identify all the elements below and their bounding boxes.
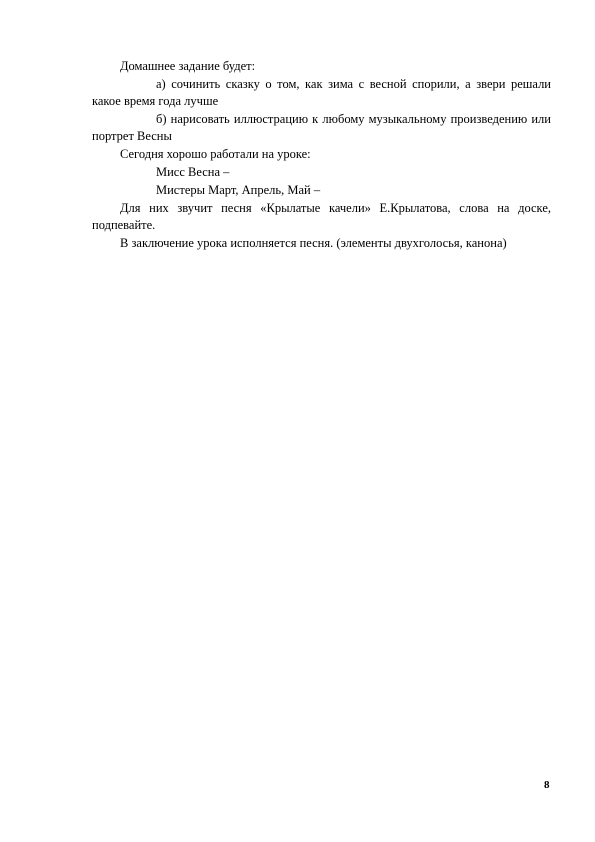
misters-line: Мистеры Март, Апрель, Май – [156, 183, 321, 197]
conclusion-paragraph: В заключение урока исполняется песня. (элементы двухголосья, канона) [120, 236, 507, 250]
miss-spring-line: Мисс Весна – [156, 165, 230, 179]
today-worked-text: Сегодня хорошо работали на уроке: [120, 147, 311, 161]
homework-item-a: а) сочинить сказку о том, как зима с весной спорили, а звери решали какое время года лучше [92, 77, 551, 108]
homework-item-b: б) нарисовать иллюстрацию к любому музыкальному произведению или портрет Весны [92, 112, 551, 143]
page-number: 8 [544, 779, 550, 791]
song-paragraph: Для них звучит песня «Крылатые качели» Е.Крылатова, слова на доске, подпевайте. [92, 201, 551, 232]
document-body [92, 58, 551, 252]
homework-intro: Домашнее задание будет: [120, 59, 256, 73]
